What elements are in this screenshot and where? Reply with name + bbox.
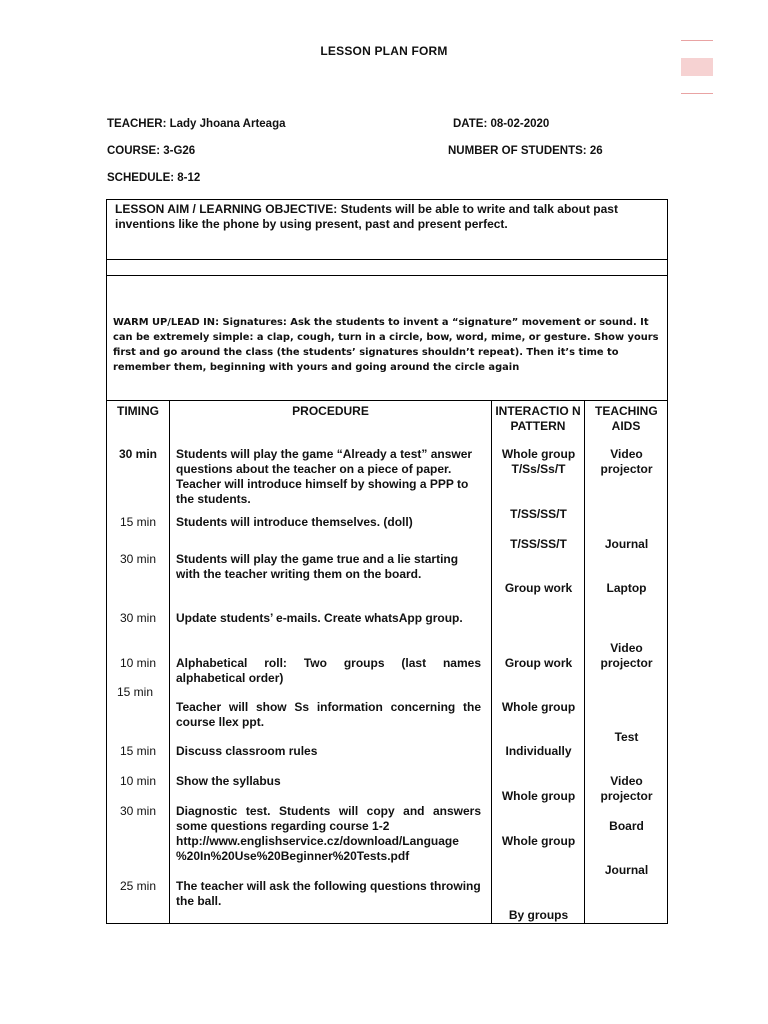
timing-5: 10 min: [119, 656, 157, 670]
interaction-7: Individually: [505, 744, 572, 758]
procedure-5: Alphabetical roll: Two groups (last names alphabetical order): [176, 656, 481, 685]
lesson-plan-table: [106, 199, 668, 924]
procedure-10: The teacher will ask the following questions throwing the ball.: [176, 879, 481, 908]
warm-up-text: WARM UP/LEAD IN: Signatures: Ask the students to invent a “signature” movement or sound. It can be extremely simple: a clap, cough, turn in a circle, bow, word, mime, or gesture. Show yours first and go around the class (the students’ signatures shouldn’t repeat). Then it’s time to remember them, beginning with yours and going around the circle again: [113, 317, 659, 373]
decorative-box: [681, 58, 713, 76]
interaction-header: INTERACTIO N PATTERN: [495, 404, 581, 433]
interaction-5: Group work: [504, 656, 573, 670]
schedule-field: SCHEDULE: 8-12: [107, 172, 201, 184]
timing-7: 15 min: [119, 744, 157, 758]
date-field: DATE: 08-02-2020: [453, 118, 550, 130]
aid-2: Journal: [604, 537, 649, 551]
interaction-4: Group work: [504, 581, 573, 595]
course-field: COURSE: 3-G26: [107, 145, 196, 157]
aid-4: Video projector: [600, 641, 653, 670]
timing-1: 30 min: [118, 447, 157, 461]
timing-6: 15 min: [116, 685, 154, 699]
teaching-aids-header: TEACHING AIDS: [595, 404, 658, 433]
interaction-6: Whole group: [501, 700, 576, 714]
procedure-6: Teacher will show Ss information concerning the course llex ppt.: [176, 700, 481, 729]
procedure-8: Show the syllabus: [176, 774, 281, 788]
procedure-link: http://www.englishservice.cz/download/Language %20In%20Use%20Beginner%20Tests.pdf: [176, 834, 459, 863]
interaction-10: By groups: [508, 908, 569, 922]
procedure-header: PROCEDURE: [292, 404, 369, 418]
timing-4: 30 min: [119, 611, 157, 625]
aim-cell: [107, 200, 668, 260]
interaction-9: Whole group: [501, 834, 576, 848]
procedure-1: Students will play the game “Already a test” answer questions about the teacher on a piece of paper. Teacher will introduce himself by showing a PPP to the students.: [176, 447, 473, 506]
timing-8: 10 min: [119, 774, 157, 788]
interaction-8: Whole group: [501, 789, 576, 803]
teacher-field: TEACHER: Lady Jhoana Arteaga: [107, 118, 286, 130]
procedure-9: Diagnostic test. Students will copy and answers some questions regarding course 1-2: [176, 804, 481, 833]
interaction-column: [492, 401, 585, 924]
teaching-aids-column: [585, 401, 668, 924]
blank-row: [107, 260, 668, 276]
aid-3: Laptop: [606, 581, 647, 595]
decorative-line-top: [681, 40, 713, 41]
procedure-4: Update students’ e-mails. Create whatsApp group.: [176, 611, 463, 625]
timing-2: 15 min: [119, 515, 157, 529]
interaction-1: Whole group: [501, 447, 576, 461]
timing-9: 30 min: [119, 804, 157, 818]
procedure-3: Students will play the game true and a lie starting with the teacher writing them on the board.: [176, 552, 459, 581]
number-of-students-field: NUMBER OF STUDENTS: 26: [448, 145, 603, 157]
aid-8: Journal: [604, 863, 649, 877]
warm-up-cell: [107, 276, 668, 401]
procedure-2: Students will introduce themselves. (doll): [176, 515, 413, 529]
lesson-aim: LESSON AIM / LEARNING OBJECTIVE: Students will be able to write and talk about past inventions like the phone by using present, past and present perfect.: [115, 202, 618, 231]
page-title: LESSON PLAN FORM: [320, 44, 448, 58]
interaction-1b: T/Ss/Ss/T: [511, 462, 566, 476]
procedure-7: Discuss classroom rules: [176, 744, 318, 758]
aid-1: Video projector: [600, 447, 653, 476]
aid-6: Video projector: [600, 774, 653, 803]
aid-5: Test: [614, 730, 639, 744]
procedure-column: [170, 401, 492, 924]
interaction-3: T/SS/SS/T: [510, 537, 567, 551]
decorative-line-bottom: [681, 93, 713, 94]
timing-3: 30 min: [119, 552, 157, 566]
aid-7: Board: [609, 819, 644, 833]
interaction-2: T/SS/SS/T: [510, 507, 567, 521]
timing-column: [107, 401, 170, 924]
timing-header: TIMING: [117, 404, 159, 418]
timing-10: 25 min: [119, 879, 157, 893]
